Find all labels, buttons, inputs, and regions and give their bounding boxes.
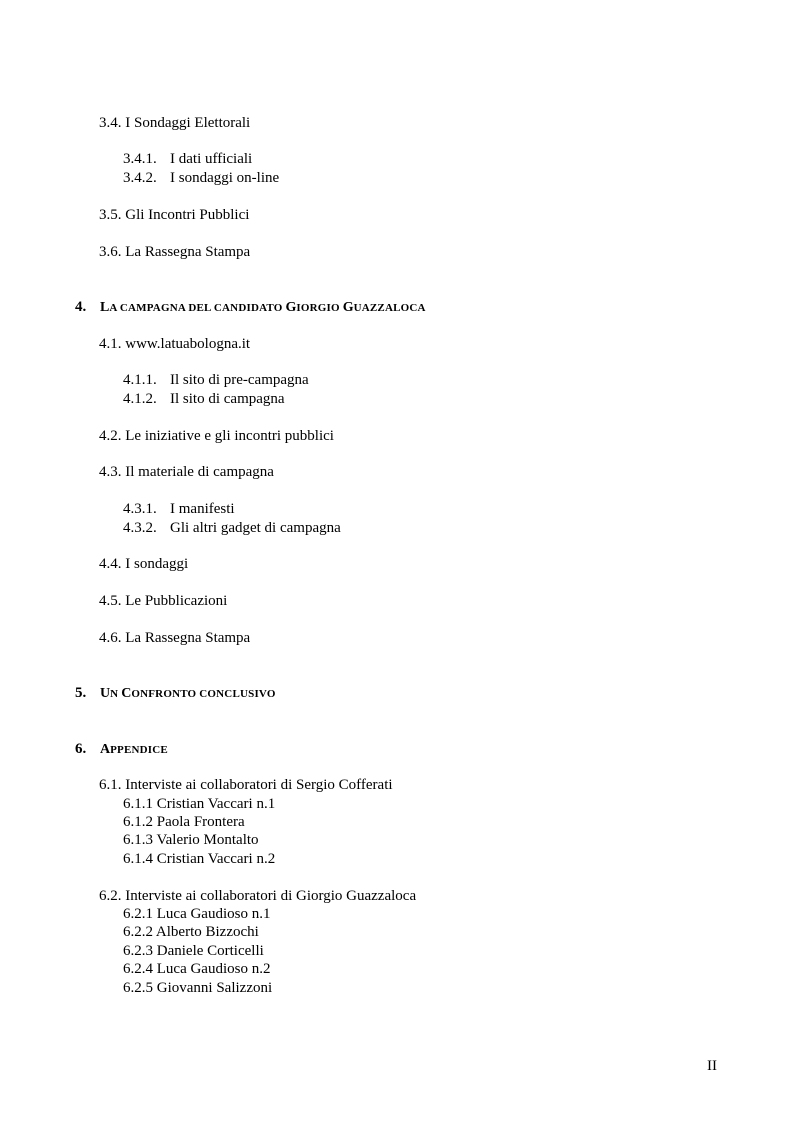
toc-entry-label: 4.3. Il materiale di campagna (99, 464, 274, 480)
toc-entry-4-6 (99, 629, 250, 647)
toc-entry-3-4-1 (123, 150, 252, 168)
toc-entry-title: I dati ufficiali (170, 151, 253, 167)
toc-entry-6-1-4 (123, 850, 275, 868)
toc-entry-4-4 (99, 555, 188, 573)
chapter-title-part: A CAMPAGNA DEL CANDIDATO (109, 302, 286, 314)
toc-entry-label: 6.2.3 Daniele Corticelli (123, 943, 264, 959)
chapter-title-part: IORGIO (296, 302, 343, 314)
chapter-title-part: G (285, 300, 297, 315)
toc-entry-4-1-1 (123, 371, 309, 389)
toc-entry-label: 4.2. Le iniziative e gli incontri pubblici (99, 428, 334, 444)
chapter-title-part: UAZZALOCA (353, 302, 426, 314)
chapter-title-part: L (100, 300, 110, 315)
chapter-number: 5. (75, 685, 87, 701)
toc-entry-number: 4.3.1. (123, 501, 157, 517)
toc-entry-label: 6.2.1 Luca Gaudioso n.1 (123, 906, 271, 922)
toc-entry-number: 3.4.2. (123, 170, 157, 186)
chapter-title-part: G (342, 300, 354, 315)
toc-entry-label: 4.5. Le Pubblicazioni (99, 593, 228, 609)
chapter-number: 4. (75, 299, 87, 315)
chapter-title-part: C (121, 686, 132, 701)
toc-entry-6-1 (99, 776, 393, 794)
toc-entry-label: 6.1.4 Cristian Vaccari n.2 (123, 851, 276, 867)
toc-entry-label: 3.5. Gli Incontri Pubblici (99, 207, 250, 223)
toc-entry-4-1-2 (123, 390, 285, 408)
toc-chapter-4 (75, 298, 426, 316)
toc-entry-6-2 (99, 887, 416, 905)
toc-entry-label: 4.4. I sondaggi (99, 556, 189, 572)
toc-chapter-6 (75, 740, 168, 758)
toc-entry-label: 6.2.2 Alberto Bizzochi (123, 924, 259, 940)
toc-entry-number: 4.1.1. (123, 372, 157, 388)
toc-entry-title: Il sito di campagna (170, 391, 285, 407)
toc-entry-title: Gli altri gadget di campagna (170, 520, 341, 536)
toc-entry-label: 4.6. La Rassegna Stampa (99, 630, 251, 646)
toc-entry-3-6 (99, 243, 250, 261)
toc-entry-4-3-1 (123, 500, 235, 518)
chapter-number: 6. (75, 741, 87, 757)
toc-entry-title: I manifesti (170, 501, 235, 517)
toc-entry-6-1-1 (123, 795, 275, 813)
toc-entry-6-2-4 (123, 960, 270, 978)
toc-entry-number: 3.4.1. (123, 151, 157, 167)
toc-entry-6-2-2 (123, 923, 259, 941)
toc-entry-4-1 (99, 335, 250, 353)
toc-entry-label: 6.2.4 Luca Gaudioso n.2 (123, 961, 271, 977)
chapter-title-part: N (110, 688, 122, 700)
toc-entry-title: I sondaggi on-line (170, 170, 280, 186)
toc-entry-4-3 (99, 463, 274, 481)
toc-entry-label: 6.2.5 Giovanni Salizzoni (123, 980, 273, 996)
chapter-title-part: U (100, 686, 111, 701)
page-number: II (707, 1058, 717, 1074)
toc-entry-4-2 (99, 427, 334, 445)
toc-entry-6-2-3 (123, 942, 264, 960)
toc-entry-label: 3.6. La Rassegna Stampa (99, 244, 251, 260)
toc-entry-label: 6.1.3 Valerio Montalto (123, 832, 259, 848)
toc-entry-label: 3.4. I Sondaggi Elettorali (99, 115, 251, 131)
toc-entry-label: 4.1. www.latuabologna.it (99, 336, 251, 352)
toc-entry-number: 4.1.2. (123, 391, 157, 407)
toc-chapter-5 (75, 684, 276, 702)
toc-entry-6-1-2 (123, 813, 245, 831)
chapter-title-part: A (100, 742, 111, 757)
toc-entry-6-1-3 (123, 831, 259, 849)
toc-entry-number: 4.3.2. (123, 520, 157, 536)
chapter-title-part: ONFRONTO CONCLUSIVO (131, 688, 276, 700)
toc-entry-label: 6.1.2 Paola Frontera (123, 814, 245, 830)
chapter-title-part: PPENDICE (110, 744, 168, 756)
toc-entry-3-5 (99, 206, 249, 224)
toc-entry-4-5 (99, 592, 227, 610)
toc-entry-3-4 (99, 114, 250, 132)
toc-entry-6-2-5 (123, 979, 272, 997)
toc-entry-6-2-1 (123, 905, 270, 923)
toc-entry-title: Il sito di pre-campagna (170, 372, 309, 388)
toc-entry-label: 6.2. Interviste ai collaboratori di Giorgio Guazzaloca (99, 888, 417, 904)
toc-entry-3-4-2 (123, 169, 279, 187)
toc-entry-label: 6.1.1 Cristian Vaccari n.1 (123, 796, 276, 812)
toc-entry-4-3-2 (123, 519, 341, 537)
toc-entry-label: 6.1. Interviste ai collaboratori di Sergio Cofferati (99, 777, 393, 793)
